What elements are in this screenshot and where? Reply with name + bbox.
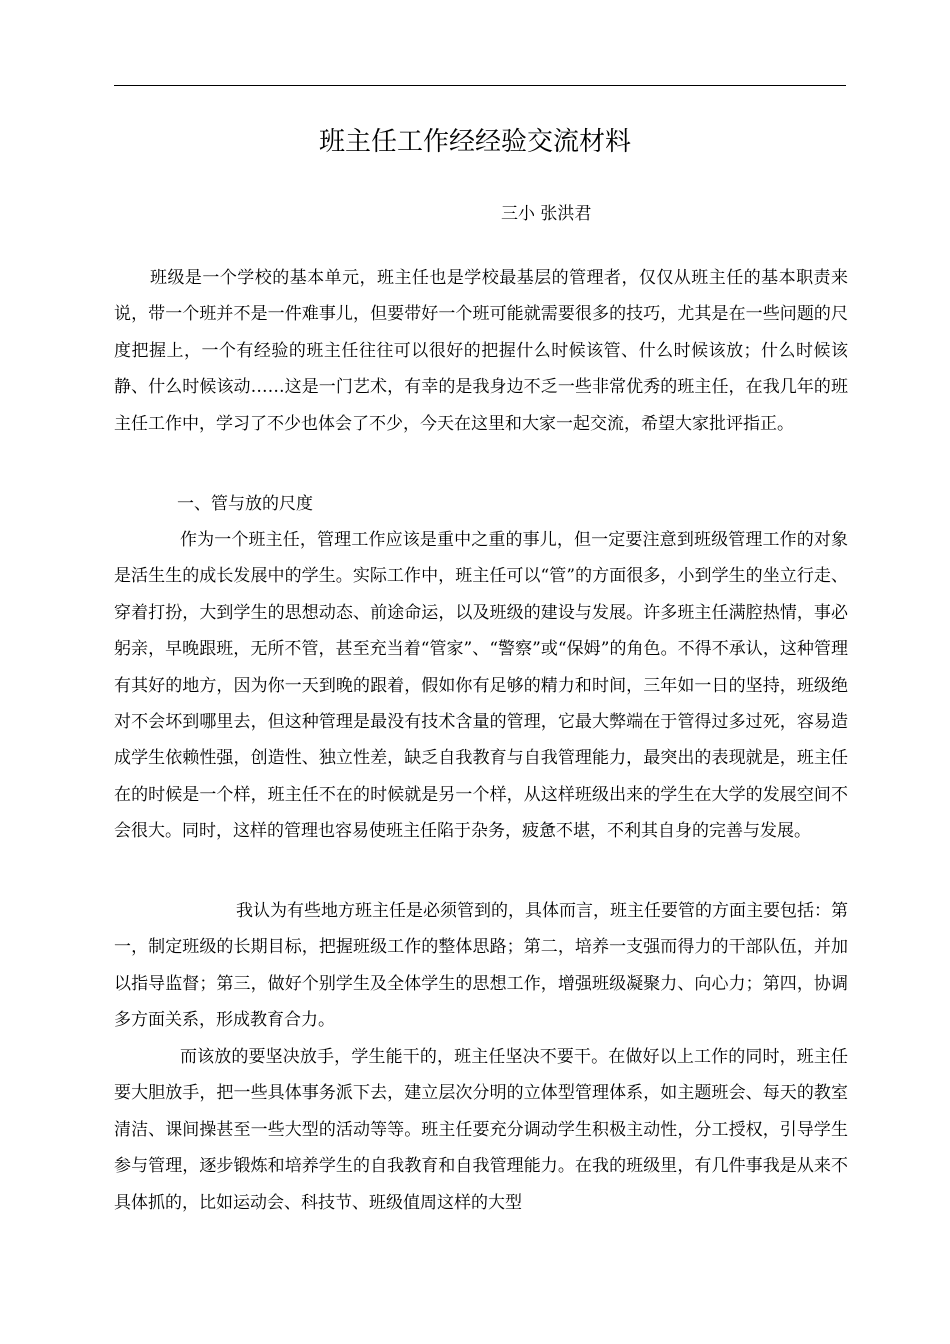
body-paragraph: 作为一个班主任，管理工作应该是重中之重的事儿，但一定要注意到班级管理工作的对象是活生生的成长发展中的学生。实际工作中，班主任可以“管”的方面很多，小到学生的坐立行走、穿着打扮，大到学生的思想动态、前途命运，以及班级的建设与发展。许多班主任满腔热情，事必躬亲，早晚跟班，无所不管，甚至充当着“管家”、“警察”或“保姆”的角色。不得不承认，这种管理有其好的地方，因为你一天到晚的跟着，假如你有足够的精力和时间，三年如一日的坚持，班级绝对不会坏到哪里去，但这种管理是最没有技术含量的管理，它最大弊端在于管得过多过死，容易造成学生依赖性强，创造性、独立性差，缺乏自我教育与自我管理能力，最突出的表现就是，班主任在的时候是一个样，班主任不在的时候就是另一个样，从这样班级出来的学生在大学的发展空间不会很大。同时，这样的管理也容易使班主任陷于杂务，疲惫不堪，不利其自身的完善与发展。 [114,530,848,842]
section-heading: 一、管与放的尺度 [177,494,313,514]
body-paragraph: 而该放的要坚决放手，学生能干的，班主任坚决不要干。在做好以上工作的同时，班主任要大胆放手，把一些具体事务派下去，建立层次分明的立体型管理体系，如主题班会、每天的教室清洁、课间操甚至一些大型的活动等等。班主任要充分调动学生积极主动性，分工授权，引导学生参与管理，逐步锻炼和培养学生的自我教育和自我管理能力。在我的班级里，有几件事我是从来不具体抓的，比如运动会、科技节、班级值周这样的大型 [114,1047,848,1213]
intro-paragraph: 班级是一个学校的基本单元，班主任也是学校最基层的管理者，仅仅从班主任的基本职责来说，带一个班并不是一件难事儿，但要带好一个班可能就需要很多的技巧，尤其是在一些问题的尺度把握上，一个有经验的班主任往往可以很好的把握什么时候该管、什么时候该放；什么时候该静、什么时候该动……这是一门艺术，有幸的是我身边不乏一些非常优秀的班主任，在我几年的班主任工作中，学习了不少也体会了不少，今天在这里和大家一起交流，希望大家批评指正。 [114,268,848,434]
header-rule [114,85,846,86]
document-title: 班主任工作经经验交流材料 [318,127,631,157]
body-paragraph: 我认为有些地方班主任是必须管到的，具体而言，班主任要管的方面主要包括：第一，制定班级的长期目标，把握班级工作的整体思路；第二，培养一支强而得力的干部队伍，并加以指导监督；第三，做好个别学生及全体学生的思想工作，增强班级凝聚力、向心力；第四，协调多方面关系，形成教育合力。 [114,901,848,1031]
author-line: 三小 张洪君 [501,204,592,224]
